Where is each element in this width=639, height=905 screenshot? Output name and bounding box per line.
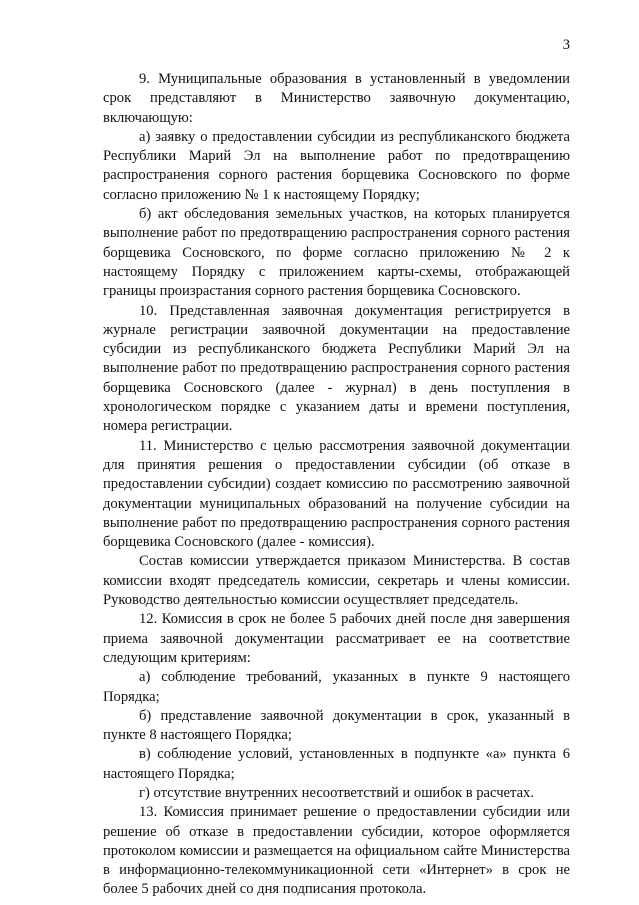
paragraph-12-a: а) соблюдение требований, указанных в пункте 9 настоящего Порядка;: [103, 669, 570, 705]
paragraph-12-c: в) соблюдение условий, установленных в подпункте «а» пункта 6 настоящего Порядка;: [103, 746, 570, 782]
paragraph-commission-composition: Состав комиссии утверждается приказом Министерства. В состав комиссии входят председатель комиссии, секретарь и члены комиссии. Руководство деятельностью комиссии осуществляет председатель.: [103, 553, 570, 609]
paragraph-12: 12. Комиссия в срок не более 5 рабочих дней после дня завершения приема заявочной документации рассматривает ее на соответствие следующим критериям:: [103, 611, 570, 666]
paragraph-13: 13. Комиссия принимает решение о предоставлении субсидии или решение об отказе в предоставлении субсидии, которое оформляется протоколом комиссии и размещается на официальном сайте Министерства в информационно-телекоммуникационной сети «Интернет» в срок не более 5 рабочих дней со дня подписания протокола.: [103, 804, 570, 898]
paragraph-12-b: б) представление заявочной документации в срок, указанный в пункте 8 настоящего Порядка;: [103, 707, 570, 744]
paragraph-11: 11. Министерство с целью рассмотрения заявочной документации для принятия решения о предоставлении субсидии (об отказе в предоставлении субсидии) создает комиссию по рассмотрению заявочной документации муниципальных образований на получение субсидии на выполнение работ по предотвращению распространения сорного растения борщевика Сосновского (далее - комиссия).: [103, 437, 570, 551]
page-number: 3: [562, 37, 570, 53]
paragraph-10: 10. Представленная заявочная документация регистрируется в журнале регистрации заявочной документации на предоставление субсидии из республиканского бюджета Республики Марий Эл на выполнение работ по предотвращению распространения сорного растения борщевика Сосновского (далее - журнал) в день поступления в хронологическом порядке с указанием даты и времени поступления, номера регистрации.: [103, 302, 570, 435]
paragraph-9: 9. Муниципальные образования в установленный в уведомлении срок представляют в Министерство заявочную документацию, включающую:: [103, 71, 570, 126]
paragraph-9-a: а) заявку о предоставлении субсидии из республиканского бюджета Республики Марий Эл на выполнение работ по предотвращению распространения сорного растения борщевика Сосновского по форме согласно приложению № 1 к настоящему Порядку;: [103, 128, 570, 203]
paragraph-12-d: г) отсутствие внутренних несоответствий и ошибок в расчетах.: [139, 784, 534, 801]
paragraph-9-b: б) акт обследования земельных участков, на которых планируется выполнение работ по предотвращению распространения сорного растения борщевика Сосновского, по форме согласно приложению № 2 к настоящему Порядку с приложением карты-схемы, отображающей границы произрастания сорного растения борщевика Сосновского.: [103, 206, 570, 300]
